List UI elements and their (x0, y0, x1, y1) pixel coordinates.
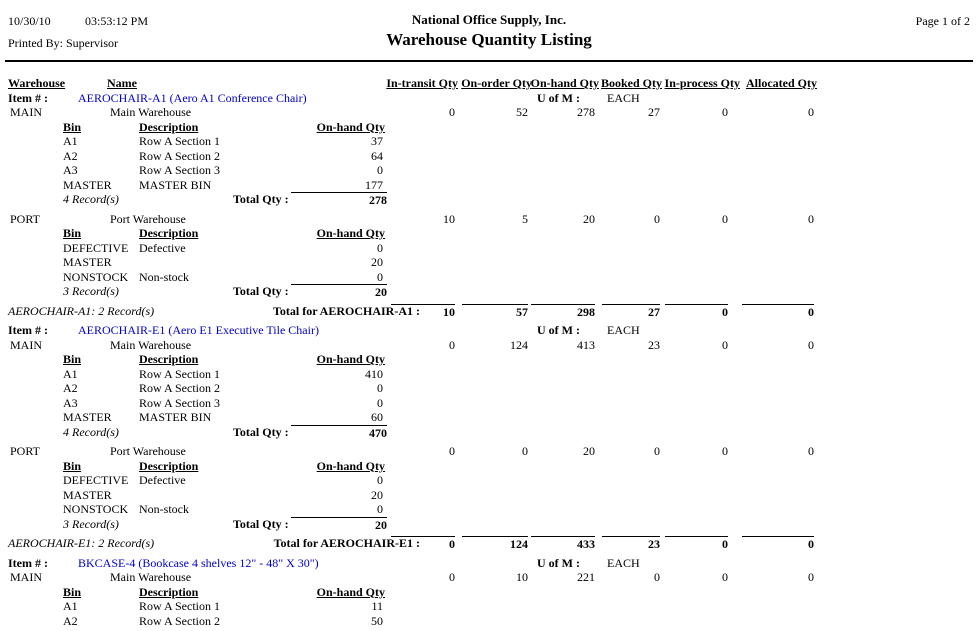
on-order-qty: 5 (522, 211, 528, 226)
description-col-header: Description (139, 119, 199, 134)
bin-on-hand-qty: 0 (377, 473, 383, 487)
in-transit-qty: 0 (449, 444, 455, 458)
bin-row (0, 410, 978, 425)
bin-col-header: Bin (63, 352, 82, 366)
bin-row (0, 599, 978, 614)
warehouse-name: Port Warehouse (110, 211, 186, 226)
total-qty-label: Total Qty : (233, 192, 289, 206)
item-number-label: Item # : (8, 90, 48, 105)
on-hand-col-header: On-hand Qty (316, 226, 385, 240)
bin-col-header: Bin (63, 226, 82, 240)
total-booked-qty: 23 (602, 536, 660, 552)
in-transit-qty: 0 (449, 570, 455, 584)
warehouse-row (0, 105, 978, 120)
warehouse-code: MAIN (10, 570, 42, 584)
col-header-name: Name (107, 76, 137, 90)
total-on-order-qty: 124 (462, 536, 528, 552)
bin-header-row (0, 459, 978, 474)
warehouse-code: MAIN (10, 337, 42, 352)
warehouse-code: PORT (10, 444, 40, 458)
bin-col-header: Bin (63, 584, 82, 599)
warehouse-row (0, 570, 978, 585)
bin-description: Defective (139, 240, 186, 255)
in-transit-qty: 0 (449, 105, 455, 119)
item-number-label: Item # : (8, 555, 48, 570)
bin-on-hand-qty: 0 (377, 240, 383, 255)
report-date: 10/30/10 (8, 14, 51, 28)
total-in-process-qty: 0 (665, 536, 728, 552)
bin-header-row (0, 120, 978, 135)
bin-on-hand-qty: 410 (365, 366, 383, 381)
report-body (0, 76, 978, 628)
item-link[interactable]: AEROCHAIR-E1 (Aero E1 Executive Tile Chair) (78, 323, 319, 337)
col-header-in-transit-qty: In-transit Qty (386, 76, 458, 90)
warehouse-total-row (0, 517, 978, 532)
bin-row (0, 255, 978, 270)
item-total-row (0, 304, 978, 319)
total-on-order-qty: 57 (462, 304, 528, 320)
bin-description: Row A Section 1 (139, 366, 221, 381)
uofm-label: U of M : (537, 90, 580, 105)
warehouse-code: MAIN (10, 105, 42, 119)
in-transit-qty: 10 (443, 211, 455, 226)
bin-col-header: Bin (63, 119, 82, 134)
allocated-qty: 0 (808, 105, 814, 119)
item-total-label: Total for AEROCHAIR-A1 : (272, 303, 420, 318)
total-qty-value: 20 (291, 284, 387, 300)
bin-row (0, 614, 978, 629)
bin-on-hand-qty: 64 (371, 148, 383, 163)
bin-code: A1 (63, 599, 78, 613)
col-header-in-process-qty: In-process Qty (664, 76, 740, 90)
report-time: 03:53:12 PM (85, 14, 149, 28)
bin-row (0, 488, 978, 503)
total-on-hand-qty: 298 (531, 304, 595, 320)
in-process-qty: 0 (722, 337, 728, 352)
total-qty-value: 470 (291, 425, 387, 441)
bin-row (0, 241, 978, 256)
on-order-qty: 124 (510, 337, 528, 352)
bin-row (0, 134, 978, 149)
bin-header-row (0, 352, 978, 367)
bin-description: Row A Section 3 (139, 395, 221, 410)
item-record-count: AEROCHAIR-A1: 2 Record(s) (8, 303, 155, 318)
report-title: Warehouse Quantity Listing (386, 30, 592, 49)
warehouse-code: PORT (10, 211, 40, 226)
bin-on-hand-qty: 50 (371, 613, 383, 628)
bin-code: A3 (63, 395, 78, 410)
bin-code: NONSTOCK (63, 269, 129, 284)
bin-code: MASTER (63, 177, 112, 192)
warehouse-total-row (0, 425, 978, 440)
printed-by: Printed By: Supervisor (8, 36, 118, 50)
bin-code: A2 (63, 148, 78, 163)
bin-description: Defective (139, 473, 186, 487)
booked-qty: 23 (648, 337, 660, 352)
in-process-qty: 0 (722, 105, 728, 119)
item-record-count: AEROCHAIR-E1: 2 Record(s) (8, 536, 155, 550)
bin-description: Row A Section 2 (139, 613, 221, 628)
total-allocated-qty: 0 (742, 304, 814, 320)
warehouse-name: Main Warehouse (110, 337, 192, 352)
total-in-process-qty: 0 (665, 304, 728, 320)
total-in-transit-qty: 10 (391, 304, 455, 320)
total-qty-value: 278 (291, 192, 387, 208)
bin-description: Non-stock (139, 269, 189, 284)
item-header-row (0, 556, 978, 571)
on-hand-qty: 20 (583, 211, 595, 226)
item-number-label: Item # : (8, 323, 48, 337)
warehouse-row (0, 444, 978, 459)
bin-row (0, 367, 978, 382)
bin-code: A1 (63, 366, 78, 381)
allocated-qty: 0 (808, 337, 814, 352)
col-header-booked-qty: Booked Qty (600, 76, 662, 90)
booked-qty: 0 (654, 211, 660, 226)
bin-on-hand-qty: 177 (365, 177, 383, 192)
uofm-label: U of M : (537, 323, 580, 337)
bin-header-row (0, 226, 978, 241)
on-hand-col-header: On-hand Qty (316, 584, 385, 599)
on-hand-qty: 278 (577, 105, 595, 119)
bin-code: DEFECTIVE (63, 240, 129, 255)
uofm-label: U of M : (537, 555, 580, 570)
total-qty-value: 20 (291, 517, 387, 533)
uofm-value: EACH (607, 555, 640, 570)
warehouse-name: Main Warehouse (110, 570, 192, 584)
total-on-hand-qty: 433 (531, 536, 595, 552)
description-col-header: Description (139, 226, 199, 240)
booked-qty: 27 (648, 105, 660, 119)
uofm-value: EACH (607, 90, 640, 105)
allocated-qty: 0 (808, 211, 814, 226)
warehouse-row (0, 338, 978, 353)
bin-description: MASTER BIN (139, 177, 212, 192)
bin-row (0, 163, 978, 178)
col-header-on-order-qty: On-order Qty (461, 76, 532, 90)
item-total-label: Total for AEROCHAIR-E1 : (273, 536, 420, 550)
in-process-qty: 0 (722, 211, 728, 226)
description-col-header: Description (139, 458, 199, 473)
bin-on-hand-qty: 37 (371, 134, 383, 148)
bin-on-hand-qty: 0 (377, 502, 383, 516)
item-header-row (0, 323, 978, 338)
total-allocated-qty: 0 (742, 536, 814, 552)
on-hand-qty: 221 (577, 570, 595, 584)
bin-row (0, 396, 978, 411)
bin-record-count: 4 Record(s) (63, 192, 119, 206)
bin-code: MASTER (63, 255, 112, 269)
bin-on-hand-qty: 11 (371, 599, 383, 613)
warehouse-total-row (0, 192, 978, 207)
in-process-qty: 0 (722, 570, 728, 584)
bin-code: A2 (63, 613, 78, 628)
item-link[interactable]: BKCASE-4 (Bookcase 4 shelves 12" - 48" X 30") (78, 555, 319, 570)
col-header-on-hand-qty: On-hand Qty (530, 76, 599, 90)
column-header-row (0, 76, 978, 91)
in-transit-qty: 0 (449, 337, 455, 352)
bin-row (0, 381, 978, 396)
warehouse-name: Main Warehouse (110, 105, 192, 119)
on-hand-qty: 413 (577, 337, 595, 352)
bin-row (0, 270, 978, 285)
item-link[interactable]: AEROCHAIR-A1 (Aero A1 Conference Chair) (78, 90, 307, 105)
bin-on-hand-qty: 20 (371, 487, 383, 502)
total-booked-qty: 27 (602, 304, 660, 320)
allocated-qty: 0 (808, 570, 814, 584)
company-name: National Office Supply, Inc. (411, 12, 567, 27)
bin-description: Row A Section 2 (139, 381, 221, 395)
warehouse-name: Port Warehouse (110, 444, 186, 458)
booked-qty: 0 (654, 570, 660, 584)
bin-description: Row A Section 2 (139, 148, 221, 163)
total-qty-label: Total Qty : (233, 424, 289, 439)
on-order-qty: 0 (522, 444, 528, 458)
bin-row (0, 178, 978, 193)
on-order-qty: 52 (516, 105, 528, 119)
on-hand-col-header: On-hand Qty (316, 119, 385, 134)
booked-qty: 0 (654, 444, 660, 458)
bin-record-count: 3 Record(s) (63, 284, 119, 298)
on-order-qty: 10 (516, 570, 528, 584)
total-in-transit-qty: 0 (391, 536, 455, 552)
bin-row (0, 149, 978, 164)
on-hand-col-header: On-hand Qty (316, 352, 385, 366)
warehouse-total-row (0, 284, 978, 299)
bin-description: MASTER BIN (139, 410, 212, 424)
bin-code: NONSTOCK (63, 502, 129, 516)
warehouse-row (0, 212, 978, 227)
item-total-row (0, 536, 978, 551)
bin-on-hand-qty: 0 (377, 381, 383, 395)
bin-description: Row A Section 1 (139, 134, 221, 148)
bin-description: Row A Section 3 (139, 163, 221, 177)
bin-code: MASTER (63, 410, 112, 424)
in-process-qty: 0 (722, 444, 728, 458)
bin-code: DEFECTIVE (63, 473, 129, 487)
bin-code: A3 (63, 163, 78, 177)
bin-code: A2 (63, 381, 78, 395)
on-hand-qty: 20 (583, 444, 595, 458)
bin-on-hand-qty: 0 (377, 163, 383, 177)
item-header-row (0, 91, 978, 106)
bin-on-hand-qty: 60 (371, 410, 383, 424)
bin-row (0, 473, 978, 488)
bin-record-count: 4 Record(s) (63, 424, 119, 439)
description-col-header: Description (139, 584, 199, 599)
uofm-value: EACH (607, 323, 640, 337)
description-col-header: Description (139, 352, 199, 366)
bin-description: Row A Section 1 (139, 599, 221, 613)
bin-code: MASTER (63, 487, 112, 502)
bin-col-header: Bin (63, 458, 82, 473)
report-header (5, 0, 973, 62)
bin-record-count: 3 Record(s) (63, 516, 119, 531)
col-header-warehouse: Warehouse (8, 76, 66, 90)
bin-description: Non-stock (139, 502, 189, 516)
bin-code: A1 (63, 134, 78, 148)
bin-on-hand-qty: 0 (377, 395, 383, 410)
on-hand-col-header: On-hand Qty (316, 458, 385, 473)
total-qty-label: Total Qty : (233, 516, 289, 531)
bin-row (0, 502, 978, 517)
bin-header-row (0, 585, 978, 600)
page-indicator: Page 1 of 2 (915, 14, 970, 28)
allocated-qty: 0 (808, 444, 814, 458)
col-header-allocated-qty: Allocated Qty (746, 76, 817, 90)
bin-on-hand-qty: 20 (371, 255, 383, 269)
total-qty-label: Total Qty : (233, 284, 289, 298)
bin-on-hand-qty: 0 (377, 269, 383, 284)
